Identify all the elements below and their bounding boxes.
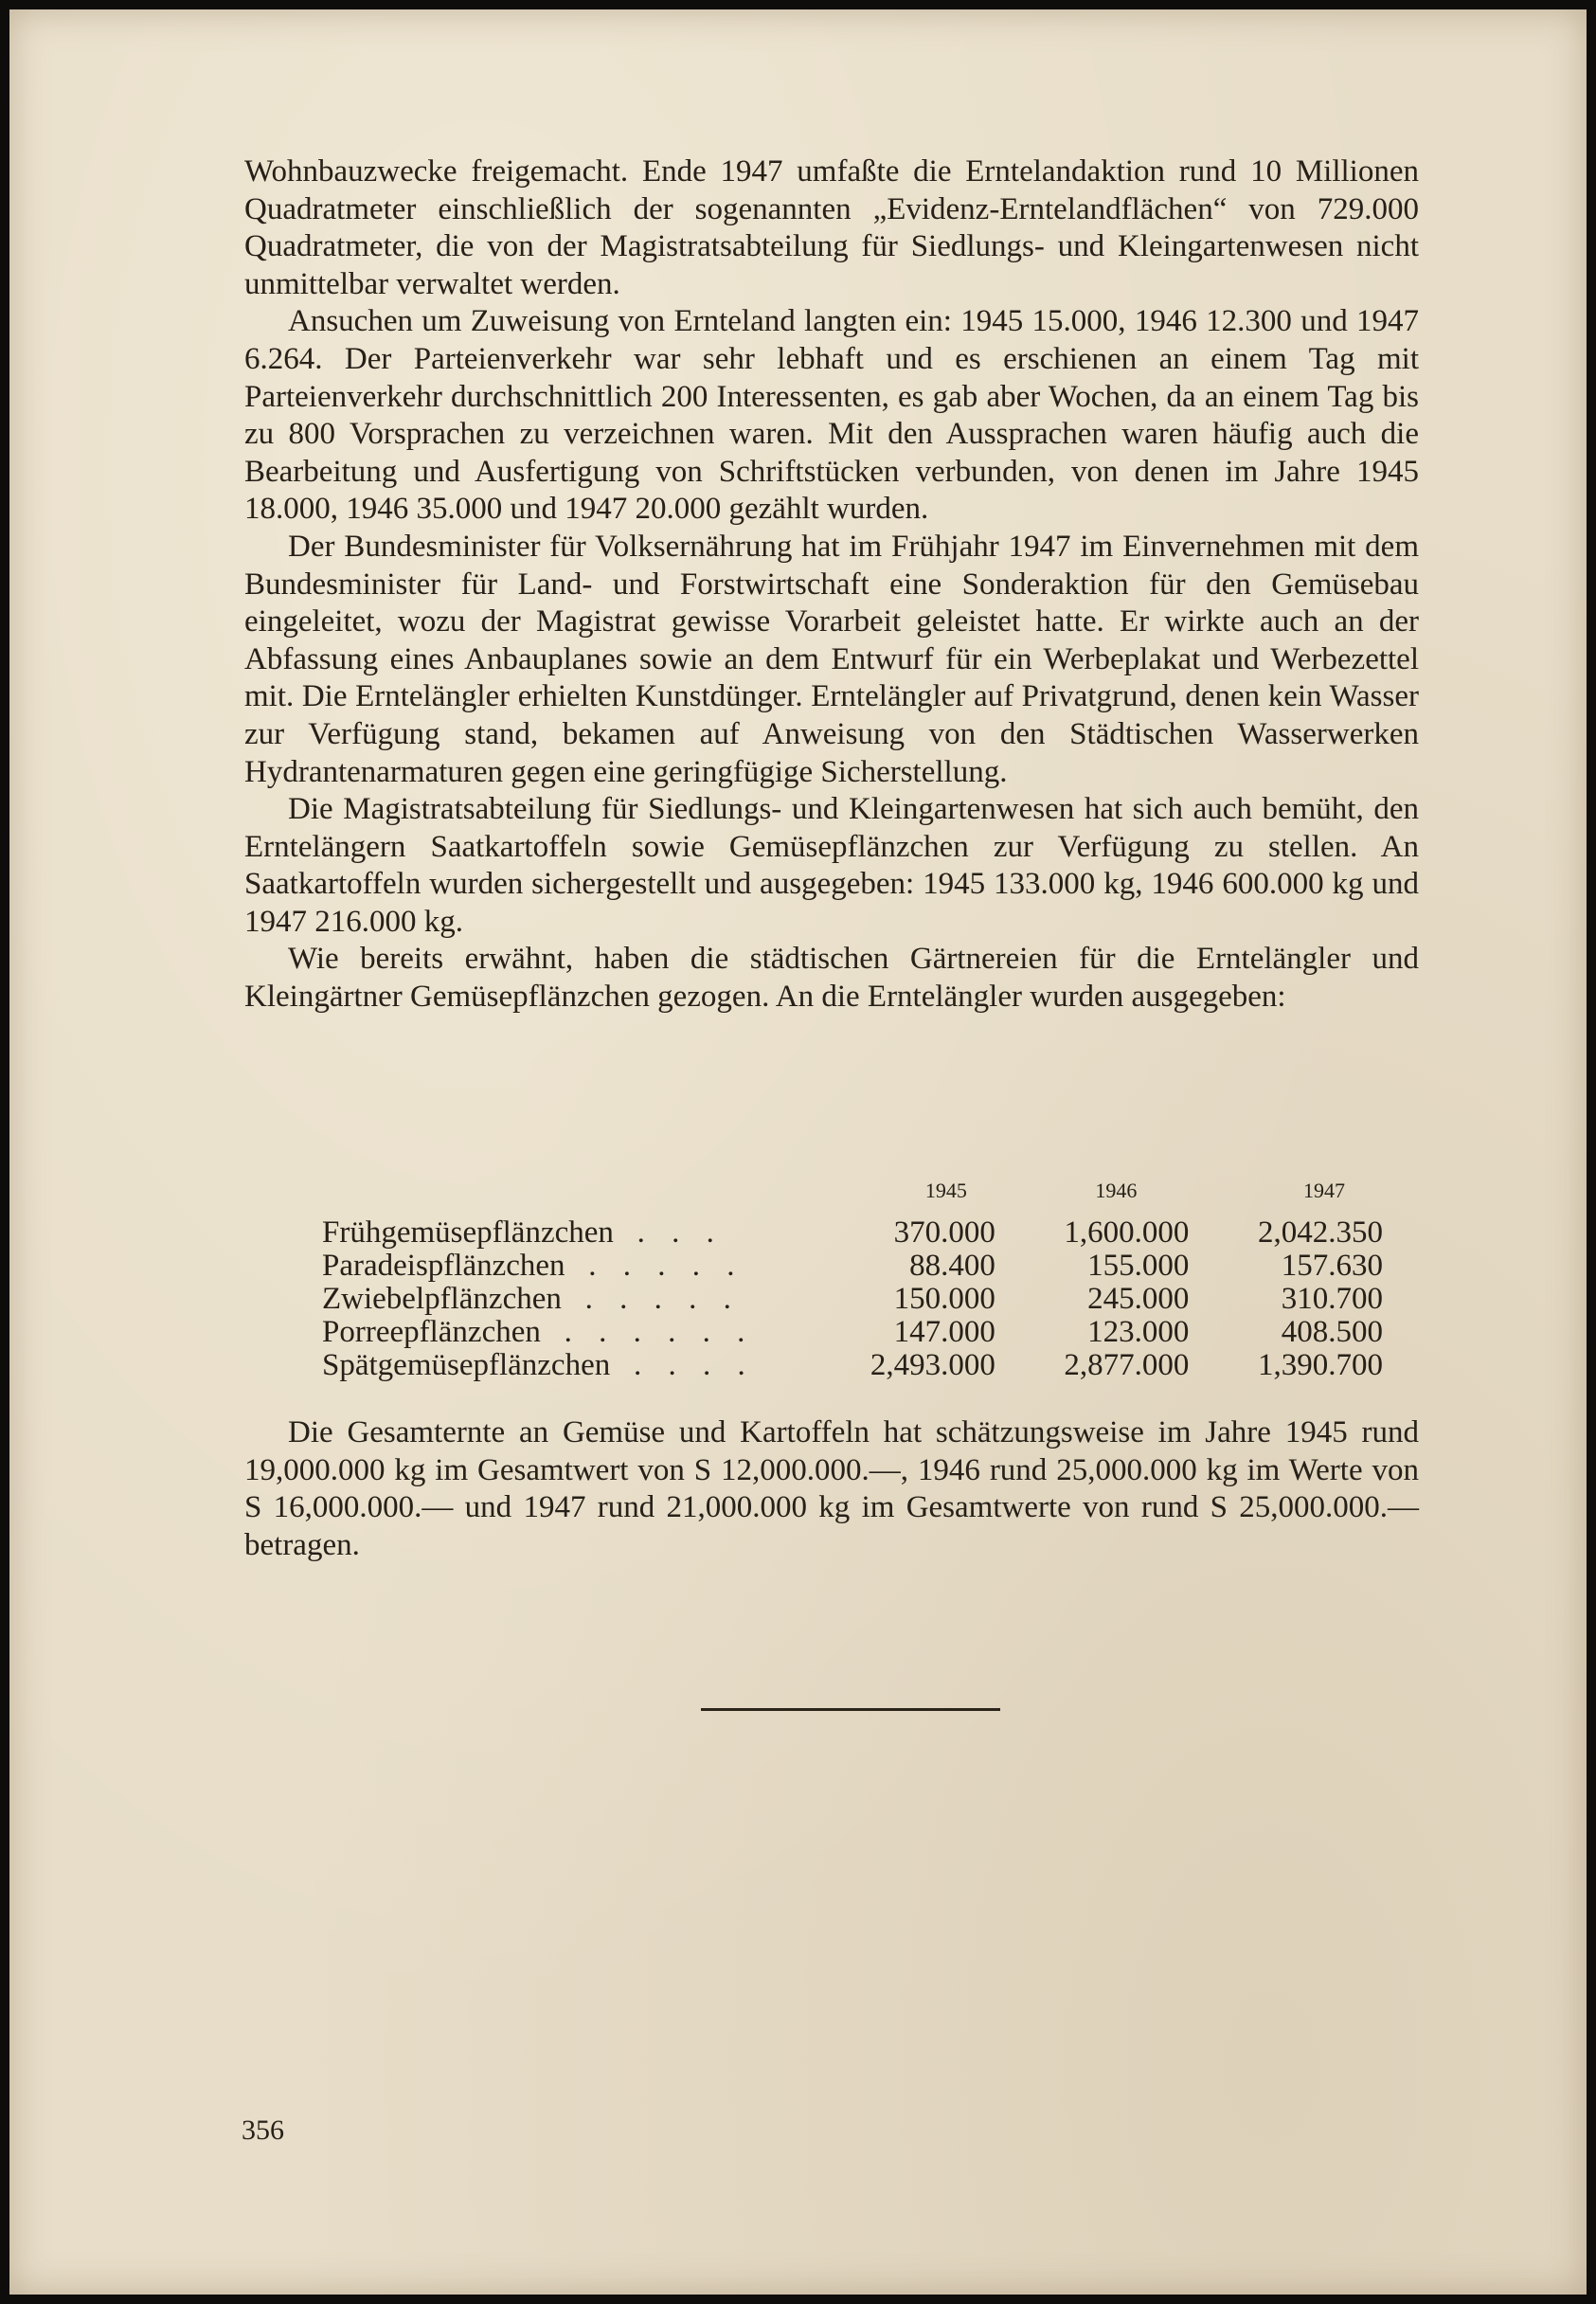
cell-1947: 310.700 xyxy=(1281,1282,1383,1316)
cell-1947: 1,390.700 xyxy=(1258,1348,1383,1382)
row-leader-dots: . . . . . xyxy=(584,1282,741,1316)
row-label: Frühgemüsepflänzchen xyxy=(322,1215,614,1250)
row-leader-dots: . . . . xyxy=(633,1348,755,1382)
row-label: Paradeispflänzchen xyxy=(322,1249,565,1283)
section-divider xyxy=(701,1708,1000,1711)
closing-text xyxy=(244,1414,1419,1564)
table-header-row xyxy=(322,1179,1383,1216)
cell-1945: 370.000 xyxy=(893,1215,995,1250)
table-row xyxy=(322,1349,1383,1382)
cell-1947: 2,042.350 xyxy=(1258,1215,1383,1250)
paragraph-3: Der Bundesminister für Volksernährung hat im Frühjahr 1947 im Einvernehmen mit dem Bundesminister für Land- und Forstwirtschaft eine Sonderaktion für den Gemüsebau eingeleitet, wozu der Magistrat gewisse Vorarbeit geleistet hatte. Er wirkte auch an der Abfassung eines Anbauplanes sowie an dem Entwurf für ein Werbeplakat und Werbezettel mit. Die Erntelängler erhielten Kunstdünger. Erntelängler auf Privatgrund, denen kein Wasser zur Verfügung stand, bekamen auf Anweisung von den Städtischen Wasserwerken Hydrantenarmaturen gegen eine geringfügige Sicherstellung. xyxy=(244,529,1419,789)
document-page xyxy=(9,9,1587,2295)
closing-paragraph: Die Gesamternte an Gemüse und Kartoffeln hat schätzungsweise im Jahre 1945 rund 19,000.000 kg im Gesamtwert von S 12,000.000.—, 1946 rund 25,000.000 kg im Werte von S 16,000.000.— und 1947 rund 21,000.000 kg im Gesamtwerte von rund S 25,000.000.— betragen. xyxy=(244,1415,1419,1562)
table-header-blank xyxy=(322,1179,826,1216)
year-header-1946: 1946 xyxy=(1095,1179,1138,1202)
cell-1947: 157.630 xyxy=(1281,1249,1383,1283)
cell-1945: 150.000 xyxy=(893,1282,995,1316)
row-label: Spätgemüsepflänzchen xyxy=(322,1348,611,1382)
page-number: 356 xyxy=(242,2115,284,2146)
body-text xyxy=(244,153,1419,1017)
paragraph-2: Ansuchen um Zuweisung von Ernteland langten ein: 1945 15.000, 1946 12.300 und 1947 6.264. Der Parteienverkehr war sehr lebhaft und es erschienen an einem Tag mit Parteienverkehr durchschnittlich 200 Interessenten, es gab aber Wochen, da an einem Tag bis zu 800 Vorsprachen zu verzeichnen waren. Mit den Aussprachen waren häufig auch die Bearbeitung und Ausfertigung von Schriftstücken verbunden, von denen im Jahre 1945 18.000, 1946 35.000 und 1947 20.000 gezählt wurden. xyxy=(244,304,1419,527)
row-leader-dots: . . . xyxy=(637,1215,724,1250)
table-row xyxy=(322,1216,1383,1250)
cell-1946: 245.000 xyxy=(1087,1282,1190,1316)
cell-1945: 2,493.000 xyxy=(870,1348,995,1382)
table-row xyxy=(322,1316,1383,1349)
table-row xyxy=(322,1250,1383,1283)
year-header-1945: 1945 xyxy=(924,1179,967,1202)
year-header-1947: 1947 xyxy=(1303,1179,1345,1202)
cell-1945: 147.000 xyxy=(893,1315,995,1349)
table-row xyxy=(322,1283,1383,1316)
row-label: Porreepflänzchen xyxy=(322,1315,541,1349)
paragraph-4: Die Magistratsabteilung für Siedlungs- und Kleingartenwesen hat sich auch bemüht, den Erntelängern Saatkartoffeln sowie Gemüsepflänzchen zur Verfügung zu stellen. An Saatkartoffeln wurden sichergestellt und ausgegeben: 1945 133.000 kg, 1946 600.000 kg und 1947 216.000 kg. xyxy=(244,792,1419,939)
cell-1946: 1,600.000 xyxy=(1064,1215,1190,1250)
cell-1946: 155.000 xyxy=(1087,1249,1190,1283)
cell-1945: 88.400 xyxy=(909,1249,995,1283)
paragraph-1: Wohnbauzwecke freigemacht. Ende 1947 umfaßte die Erntelandaktion rund 10 Millionen Quadratmeter einschließlich der sogenannten „Evidenz-Erntelandflächen“ von 729.000 Quadratmeter, die von der Magistratsabteilung für Siedlungs- und Kleingartenwesen nicht unmittelbar verwaltet werden. xyxy=(244,154,1419,301)
row-leader-dots: . . . . . . xyxy=(564,1315,755,1349)
cell-1947: 408.500 xyxy=(1281,1315,1383,1349)
row-leader-dots: . . . . . xyxy=(588,1249,744,1283)
row-label: Zwiebelpflänzchen xyxy=(322,1282,562,1316)
cell-1946: 2,877.000 xyxy=(1064,1348,1190,1382)
paragraph-5: Wie bereits erwähnt, haben die städtischen Gärtnereien für die Erntelängler und Kleingärtner Gemüsepflänzchen gezogen. An die Erntelängler wurden ausgegeben: xyxy=(244,942,1419,1015)
cell-1946: 123.000 xyxy=(1087,1315,1190,1349)
seedling-table xyxy=(322,1179,1383,1382)
